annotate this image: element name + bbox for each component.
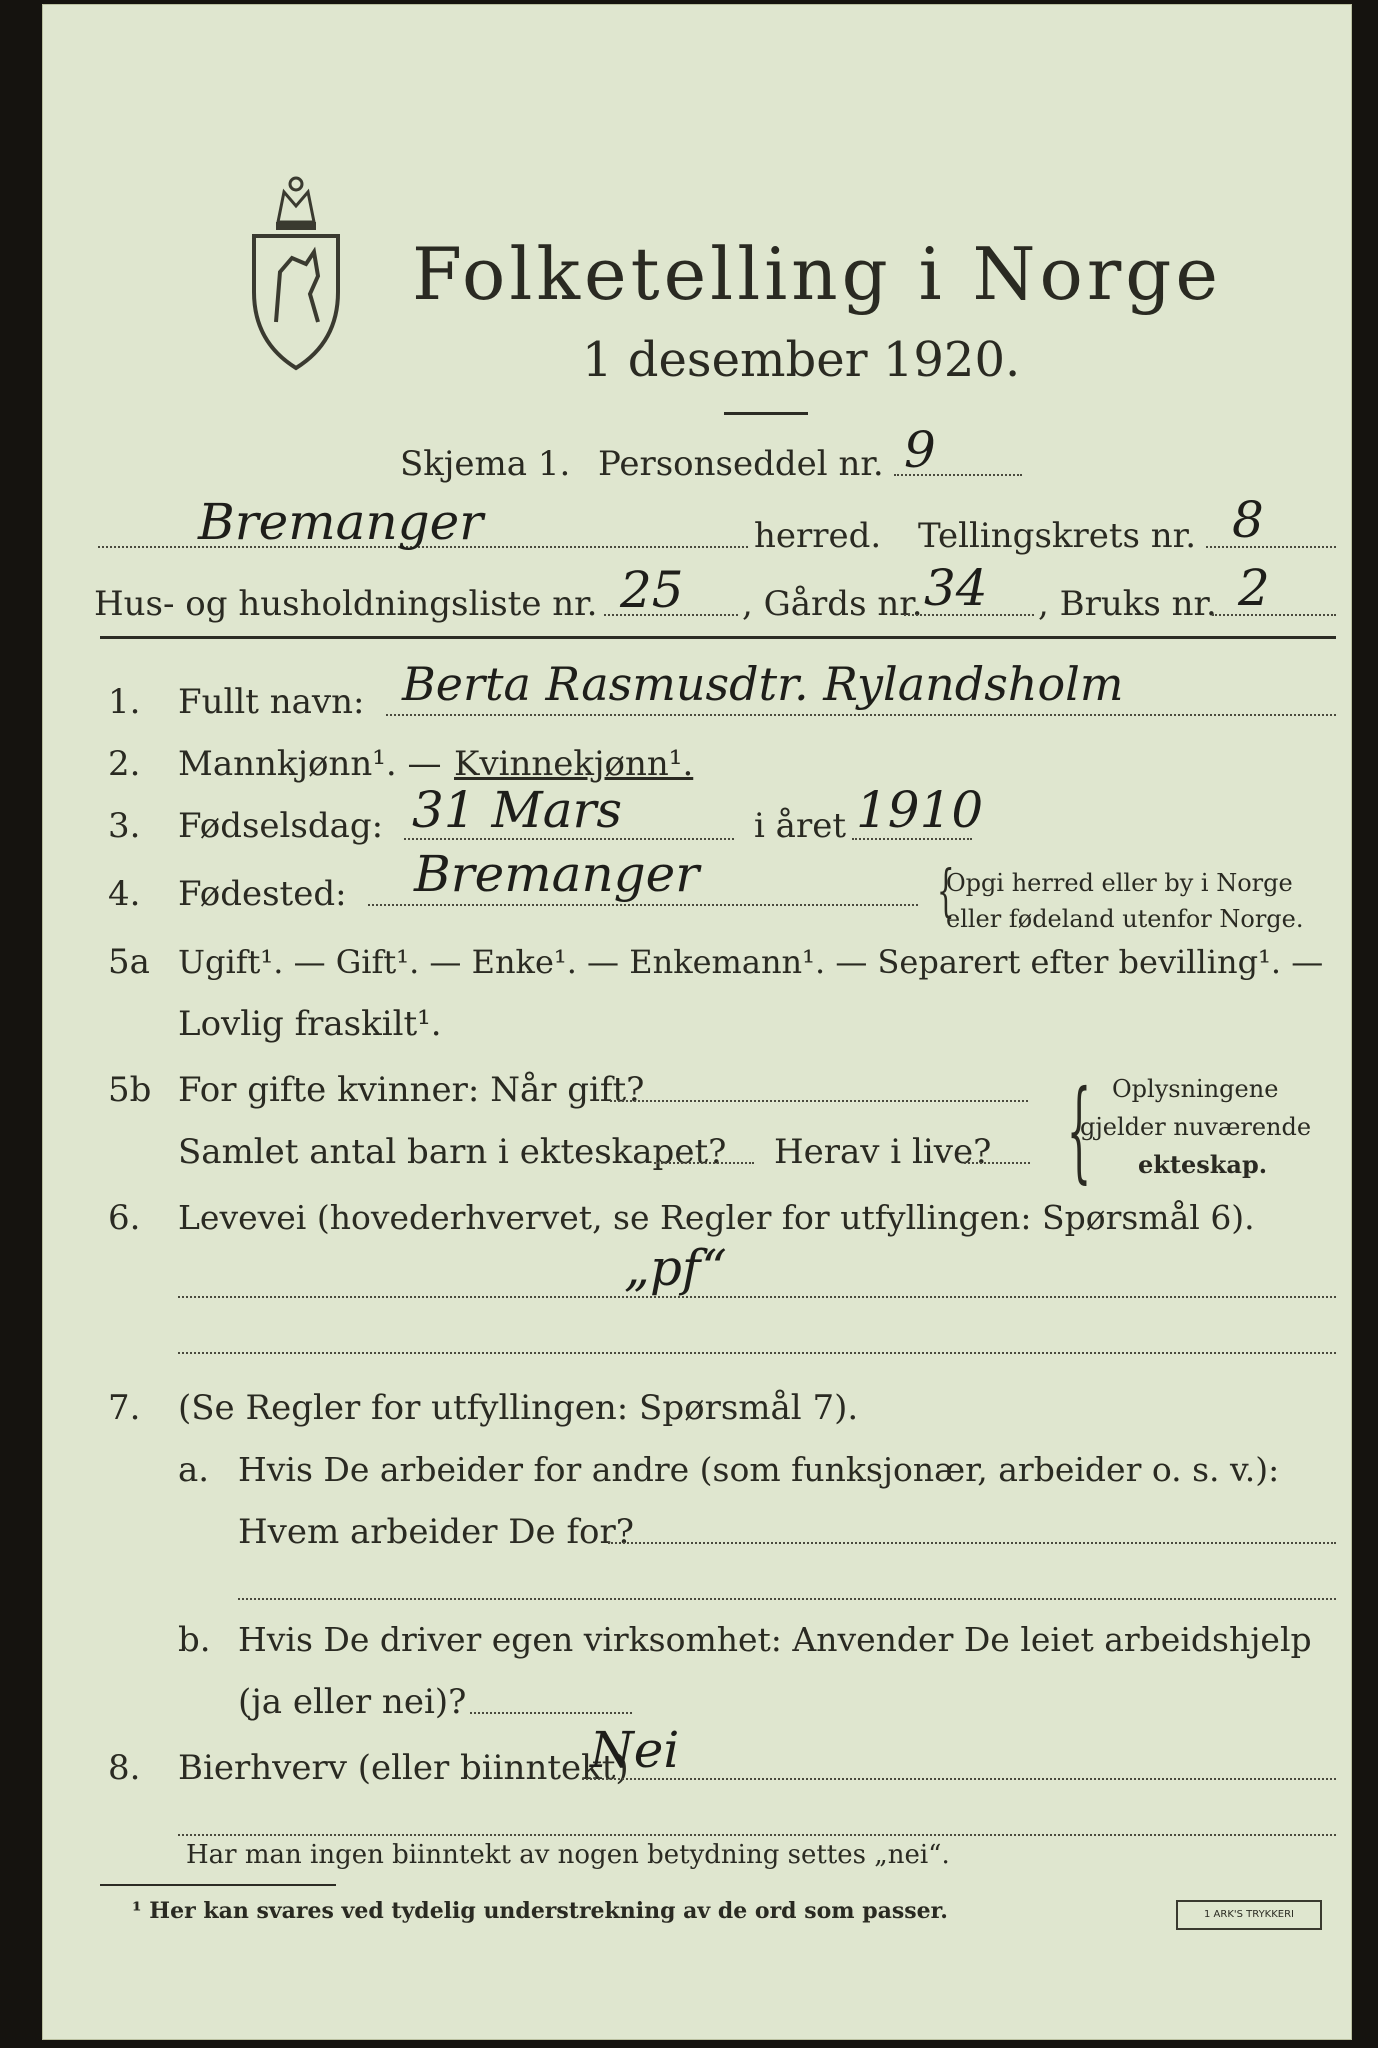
q5b-alive-line (964, 1162, 1030, 1164)
census-form (42, 4, 1352, 2040)
q8-label: Bierhverv (eller biinntekt) (178, 1748, 629, 1788)
schema-label: Skjema 1. (400, 444, 571, 484)
q7b-line2: (ja eller nei)? (238, 1682, 467, 1722)
q2-number: 2. (108, 744, 141, 784)
q1-line (386, 714, 1336, 716)
q2-female: Kvinnekjønn¹. (454, 744, 694, 784)
form-title: Folketelling i Norge (412, 232, 1222, 316)
q5a-line2: Lovlig fraskilt¹. (178, 1004, 442, 1044)
q4-number: 4. (108, 874, 141, 914)
bruks-line (1212, 614, 1336, 616)
q6-line1 (178, 1296, 1336, 1298)
q8-number: 8. (108, 1748, 141, 1788)
header-divider (100, 636, 1336, 639)
q6-number: 6. (108, 1198, 141, 1238)
q1-label: Fullt navn: (178, 682, 365, 722)
census-date: 1 desember 1920. (582, 332, 1021, 388)
herred-label: herred. (754, 516, 882, 556)
q8-value: Nei (590, 1721, 680, 1779)
q5b-note3: ekteskap. (1138, 1150, 1268, 1179)
q7a-letter: a. (178, 1450, 210, 1490)
personseddel-value: 9 (904, 421, 936, 479)
q5b-line1: For gifte kvinner: Når gift? (178, 1070, 645, 1110)
q5b-children-line (654, 1162, 754, 1164)
herred-value: Bremanger (198, 493, 484, 551)
q3-day-value: 31 Mars (412, 781, 623, 839)
q3-number: 3. (108, 806, 141, 846)
q5b-bracket: { (1066, 1066, 1092, 1194)
tellingskrets-line (1206, 546, 1336, 548)
gards-value: 34 (924, 559, 988, 617)
q5b-note2: gjelder nuværende (1080, 1113, 1312, 1141)
printer-stamp: 1 ARK'S TRYKKERI (1176, 1900, 1322, 1930)
q7a-employer-line (608, 1542, 1336, 1544)
gards-label: , Gårds nr. (742, 584, 923, 624)
personseddel-label: Personseddel nr. (598, 444, 884, 484)
q4-value: Bremanger (414, 845, 700, 903)
q7b-line (470, 1712, 632, 1714)
q1-value: Berta Rasmusdtr. Rylandsholm (402, 657, 1124, 711)
q3-year-label: i året (754, 806, 846, 846)
q4-bracket: { (936, 859, 955, 924)
q4-note-line2: eller fødeland utenfor Norge. (946, 905, 1304, 933)
q6-value: „pf“ (624, 1239, 727, 1297)
tellingskrets-label: Tellingskrets nr. (918, 516, 1197, 556)
q7-label: (Se Regler for utfyllingen: Spørsmål 7). (178, 1388, 859, 1428)
q7a-line2: Hvem arbeider De for? (238, 1512, 634, 1552)
q5a-number: 5a (108, 942, 150, 982)
q7b-line1: Hvis De driver egen virksomhet: Anvender De leiet arbeidshjelp (238, 1620, 1312, 1659)
q7-number: 7. (108, 1388, 141, 1428)
q5b-line2a: Samlet antal barn i ekteskapet? (178, 1132, 727, 1172)
q4-note-line1: Opgi herred eller by i Norge (946, 869, 1293, 897)
husliste-value: 25 (620, 561, 684, 619)
q4-line (368, 904, 918, 906)
q5b-line2b: Herav i live? (774, 1132, 992, 1172)
q8-note: Har man ingen biinntekt av nogen betydning settes „nei“. (186, 1840, 950, 1870)
husliste-label: Hus- og husholdningsliste nr. (94, 584, 598, 624)
q8-line (582, 1778, 1336, 1780)
q5b-number: 5b (108, 1070, 152, 1110)
q6-label: Levevei (hovederhvervet, se Regler for utfyllingen: Spørsmål 6). (178, 1198, 1255, 1237)
q5b-married-line (610, 1100, 1028, 1102)
q5a-line1: Ugift¹. — Gift¹. — Enke¹. — Enkemann¹. — Separert efter bevilling¹. — (178, 943, 1324, 981)
bruks-label: , Bruks nr. (1038, 584, 1217, 624)
q5b-note1: Oplysningene (1112, 1075, 1279, 1103)
q4-label: Fødested: (178, 874, 347, 914)
title-divider (724, 412, 808, 415)
q3-year-value: 1910 (856, 781, 984, 839)
q7b-letter: b. (178, 1620, 211, 1660)
bruks-value: 2 (1238, 559, 1270, 617)
q6-line2 (178, 1352, 1336, 1354)
q2-male: Mannkjønn¹. — (178, 744, 442, 784)
footnote-divider (100, 1884, 336, 1886)
coat-of-arms-icon (248, 172, 344, 372)
q3-label: Fødselsdag: (178, 806, 384, 846)
q7a-line2-extra (238, 1598, 1336, 1600)
q7a-line1: Hvis De arbeider for andre (som funksjonær, arbeider o. s. v.): (238, 1450, 1280, 1489)
tellingskrets-value: 8 (1232, 491, 1264, 549)
footnote: ¹ Her kan svares ved tydelig understrekning av de ord som passer. (132, 1898, 948, 1924)
q8-line2 (178, 1834, 1336, 1836)
q1-number: 1. (108, 682, 141, 722)
